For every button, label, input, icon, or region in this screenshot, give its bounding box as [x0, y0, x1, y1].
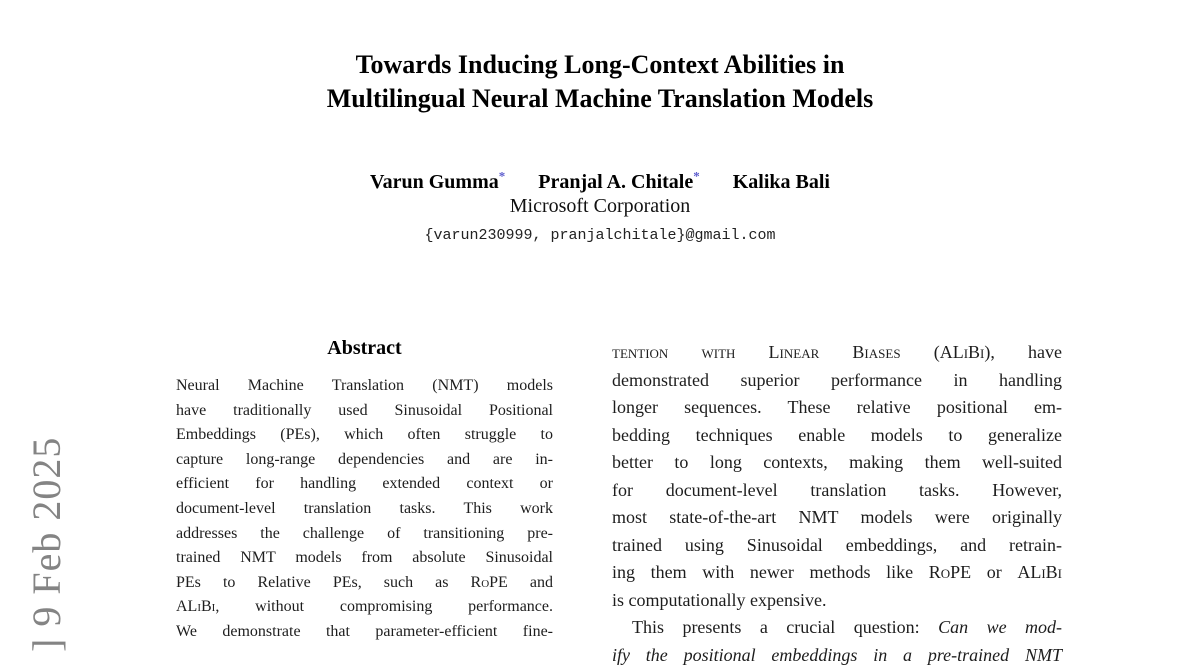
right-column	[612, 339, 1062, 669]
author-name: Kalika Bali	[733, 171, 830, 193]
text-line: for document-level translation tasks. However,	[612, 477, 1062, 505]
text-line: efficient for handling extended context or	[176, 472, 553, 497]
body-paragraph	[612, 614, 1062, 669]
text-line: ALiBi, without compromising performance.	[176, 595, 553, 620]
text-line: longer sequences. These relative positional em-	[612, 394, 1062, 422]
arxiv-date-watermark: ] 9 Feb 2025	[27, 437, 67, 652]
author-emails: {varun230999, pranjalchitale}@gmail.com	[0, 227, 1200, 245]
left-column	[176, 337, 553, 645]
body-paragraph	[612, 339, 1062, 614]
paper-title-line2: Multilingual Neural Machine Translation Models	[0, 82, 1200, 116]
text-line: ify the positional embeddings in a pre-trained NMT	[612, 642, 1062, 669]
text-line: document-level translation tasks. This work	[176, 497, 553, 522]
text-line: is computationally expensive.	[612, 587, 1062, 615]
text-line: Neural Machine Translation (NMT) models	[176, 374, 553, 399]
paper-title-line1: Towards Inducing Long-Context Abilities in	[0, 48, 1200, 82]
text-line: better to long contexts, making them well-suited	[612, 449, 1062, 477]
text-line: demonstrated superior performance in handling	[612, 367, 1062, 395]
text-line: most state-of-the-art NMT models were originally	[612, 504, 1062, 532]
author-name: Varun Gumma*	[370, 171, 505, 193]
text-line: have traditionally used Sinusoidal Positional	[176, 399, 553, 424]
affiliation: Microsoft Corporation	[0, 194, 1200, 218]
text-line: capture long-range dependencies and are in-	[176, 448, 553, 473]
text-line: tention with Linear Biases (ALiBi), have	[612, 339, 1062, 367]
text-line: bedding techniques enable models to generalize	[612, 422, 1062, 450]
footnote-asterisk: *	[499, 168, 506, 183]
text-line: ing them with newer methods like RoPE or ALiBi	[612, 559, 1062, 587]
text-line: trained NMT models from absolute Sinusoidal	[176, 546, 553, 571]
paper-title	[0, 48, 1200, 116]
text-line: Embeddings (PEs), which often struggle to	[176, 423, 553, 448]
text-line: addresses the challenge of transitioning pre-	[176, 522, 553, 547]
author-list	[0, 164, 1200, 194]
text-line: We demonstrate that parameter-efficient fine-	[176, 620, 553, 645]
abstract-heading: Abstract	[176, 337, 553, 359]
author-name: Pranjal A. Chitale*	[538, 171, 700, 193]
text-line: trained using Sinusoidal embeddings, and retrain-	[612, 532, 1062, 560]
text-line: This presents a crucial question: Can we mod-	[612, 614, 1062, 642]
footnote-asterisk: *	[693, 168, 700, 183]
abstract-paragraph	[176, 374, 553, 645]
text-line: PEs to Relative PEs, such as RoPE and	[176, 571, 553, 596]
